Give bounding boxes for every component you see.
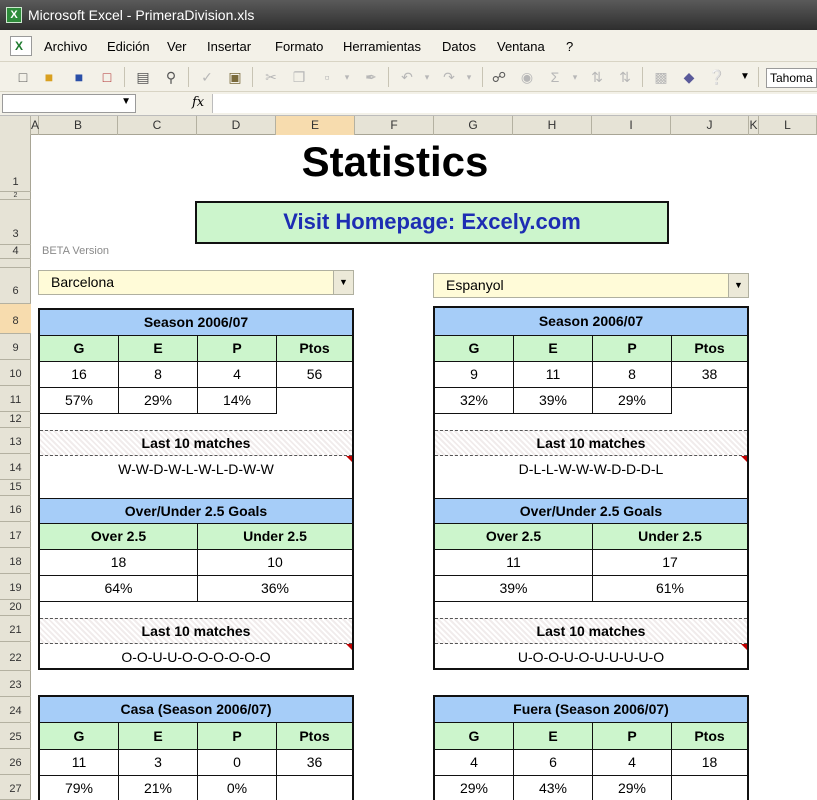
value-cell[interactable]: 8 (593, 362, 672, 387)
row-header[interactable]: 10 (0, 360, 31, 386)
formula-bar (0, 92, 817, 116)
percent-cell[interactable]: 29% (119, 388, 198, 414)
row-header[interactable]: 12 (0, 412, 31, 428)
sort-ascending-icon[interactable]: ⇅ (591, 69, 603, 85)
column-header-k[interactable]: K (749, 116, 759, 135)
col-header-under: Under 2.5 (638, 528, 702, 544)
percent-cell[interactable]: 64% (40, 576, 198, 601)
percent-cell[interactable]: 61% (655, 580, 685, 596)
last10-header: Last 10 matches (40, 618, 352, 644)
workbook-icon[interactable] (10, 36, 32, 56)
value-cell[interactable]: 3 (119, 750, 198, 775)
worksheet[interactable] (31, 135, 817, 800)
value-cell[interactable]: 6 (514, 750, 593, 775)
percent-cell[interactable]: 43% (514, 776, 593, 800)
sort-descending-icon[interactable]: ⇅ (619, 69, 631, 85)
row-header[interactable]: 8 (0, 304, 31, 334)
print-preview-icon[interactable]: ⚲ (165, 69, 177, 85)
font-name-box[interactable]: Tahoma (766, 68, 817, 88)
col-header-p: P (593, 336, 672, 361)
comment-indicator-icon[interactable] (346, 456, 352, 462)
chevron-down-icon[interactable]: ▼ (333, 271, 353, 294)
new-icon[interactable]: □ (18, 69, 28, 85)
row-header[interactable]: 11 (0, 386, 31, 412)
value-cell[interactable]: 8 (119, 362, 198, 387)
paste-dropdown-icon[interactable]: ▾ (344, 72, 350, 82)
row-header[interactable]: 19 (0, 574, 31, 600)
section-header: Fuera (Season 2006/07) (435, 697, 747, 723)
value-cell[interactable]: 18 (701, 754, 718, 770)
col-header-p: P (198, 336, 277, 361)
percent-cell[interactable]: 29% (593, 388, 672, 414)
last10-ou-results[interactable]: O-O-U-U-O-O-O-O-O-O (121, 649, 271, 665)
column-header-b[interactable]: B (39, 116, 118, 135)
permission-icon[interactable]: □ (102, 69, 112, 85)
print-icon[interactable]: ▤ (136, 69, 150, 85)
column-header-h[interactable]: H (513, 116, 592, 135)
column-header-f[interactable]: F (355, 116, 434, 135)
row-header[interactable]: 3 (0, 200, 31, 245)
row-header[interactable]: 27 (0, 775, 31, 800)
col-header-e: E (119, 723, 198, 749)
percent-cell[interactable]: 79% (40, 776, 119, 800)
percent-cell[interactable]: 0% (198, 776, 277, 800)
menu-edicion[interactable]: Edición (107, 39, 150, 54)
col-header-ptos: Ptos (694, 340, 725, 356)
col-header-g: G (435, 723, 514, 749)
last10-results[interactable]: W-W-D-W-L-W-L-D-W-W (118, 461, 274, 477)
menu-datos[interactable]: Datos (442, 39, 476, 54)
comment-indicator-icon[interactable] (346, 644, 352, 650)
team-left-select[interactable] (38, 270, 354, 295)
col-header-g: G (40, 336, 119, 361)
percent-cell[interactable]: 14% (198, 388, 277, 414)
sheet-title: Statistics (301, 138, 489, 185)
row-header[interactable]: 25 (0, 723, 31, 749)
select-all-corner[interactable] (0, 116, 31, 135)
menu-ventana[interactable]: Ventana (497, 39, 545, 54)
undo-dropdown-icon[interactable]: ▾ (424, 72, 430, 82)
team-right-value: Espanyol (446, 277, 504, 293)
spelling-icon[interactable]: ✓ (201, 69, 213, 85)
row-header[interactable]: 20 (0, 600, 31, 616)
hyperlink-icon[interactable]: ☍ (491, 69, 507, 85)
autosum-dropdown-icon[interactable]: ▾ (572, 72, 578, 82)
row-header[interactable]: 6 (0, 259, 31, 304)
col-header-over: Over 2.5 (40, 524, 198, 549)
value-cell[interactable]: 4 (593, 750, 672, 775)
paste-icon[interactable]: ▫ (324, 69, 330, 85)
col-header-ptos: Ptos (694, 728, 725, 744)
menu-ver[interactable]: Ver (167, 39, 187, 54)
col-header-p: P (198, 723, 277, 749)
format-painter-icon[interactable]: ✒ (365, 69, 377, 85)
percent-cell[interactable]: 36% (260, 580, 290, 596)
toolbar-options-icon[interactable]: ▼ (740, 71, 750, 82)
row-header[interactable]: 26 (0, 749, 31, 775)
last10-results[interactable]: D-L-L-W-W-W-D-D-D-L (518, 461, 664, 477)
team-left-value: Barcelona (51, 274, 115, 290)
menu-help[interactable]: ? (566, 39, 574, 54)
column-header-j[interactable]: J (671, 116, 749, 135)
value-cell[interactable]: 0 (198, 750, 277, 775)
beta-label: BETA Version (42, 245, 110, 257)
redo-dropdown-icon[interactable]: ▾ (466, 72, 472, 82)
open-icon[interactable]: ■ (44, 69, 54, 85)
value-cell[interactable]: 11 (40, 750, 119, 775)
team-right-select[interactable] (433, 273, 749, 298)
fx-icon[interactable]: fx (192, 95, 205, 110)
help-icon[interactable]: ❔ (708, 69, 726, 85)
section-header: Season 2006/07 (435, 308, 747, 336)
formula-input[interactable] (212, 94, 817, 113)
col-header-e: E (514, 336, 593, 361)
row-header[interactable]: 1 (0, 135, 31, 192)
row-header[interactable]: 13 (0, 428, 31, 454)
row-header[interactable]: 18 (0, 548, 31, 574)
chevron-down-icon[interactable]: ▼ (728, 274, 748, 297)
menu-bar (0, 30, 817, 62)
last10-header: Last 10 matches (435, 430, 747, 456)
comment-indicator-icon[interactable] (741, 456, 747, 462)
standard-toolbar (0, 62, 817, 92)
column-header-e[interactable]: E (276, 116, 355, 135)
name-box-dropdown-icon[interactable]: ▼ (121, 96, 131, 107)
col-header-e: E (119, 336, 198, 361)
column-header-i[interactable]: I (592, 116, 671, 135)
section-header: Over/Under 2.5 Goals (40, 498, 352, 524)
percent-cell[interactable]: 32% (435, 388, 514, 414)
col-header-e: E (514, 723, 593, 749)
research-icon[interactable]: ▣ (228, 69, 242, 85)
column-header-c[interactable]: C (118, 116, 197, 135)
column-header-g[interactable]: G (434, 116, 513, 135)
percent-cell[interactable]: 29% (593, 776, 672, 800)
row-header[interactable]: 21 (0, 616, 31, 642)
row-header[interactable]: 24 (0, 697, 31, 723)
menu-formato[interactable]: Formato (275, 39, 324, 54)
section-header: Casa (Season 2006/07) (40, 697, 352, 723)
column-header-a[interactable]: A (31, 116, 39, 135)
excel-icon: X (6, 7, 22, 23)
last10-header: Last 10 matches (40, 430, 352, 456)
section-header: Over/Under 2.5 Goals (435, 498, 747, 524)
last10-header: Last 10 matches (435, 618, 747, 644)
value-cell[interactable]: 9 (435, 362, 514, 387)
menu-archivo[interactable]: Archivo (44, 39, 88, 54)
percent-cell[interactable]: 21% (119, 776, 198, 800)
row-header[interactable]: 9 (0, 334, 31, 360)
section-header: Season 2006/07 (40, 310, 352, 336)
value-cell[interactable]: 4 (435, 750, 514, 775)
col-header-ptos: Ptos (299, 728, 330, 744)
right-season-panel (433, 306, 749, 670)
row-header[interactable]: 17 (0, 522, 31, 548)
col-header-under: Under 2.5 (243, 528, 307, 544)
percent-cell[interactable]: 39% (514, 388, 593, 414)
left-season-panel (38, 308, 354, 670)
row-header[interactable]: 16 (0, 496, 31, 522)
row-header[interactable]: 22 (0, 642, 31, 671)
autosum-icon[interactable]: Σ (550, 69, 560, 85)
row-header[interactable]: 23 (0, 671, 31, 697)
value-cell[interactable]: 11 (435, 550, 593, 575)
window-title: Microsoft Excel - PrimeraDivision.xls (28, 7, 255, 23)
col-header-over: Over 2.5 (435, 524, 593, 549)
value-cell[interactable]: 18 (40, 550, 198, 575)
comment-indicator-icon[interactable] (741, 644, 747, 650)
row-headers (0, 135, 31, 800)
value-cell[interactable]: 16 (40, 362, 119, 387)
cut-icon[interactable]: ✂ (265, 69, 277, 85)
value-cell[interactable]: 10 (267, 554, 283, 570)
menu-insertar[interactable]: Insertar (207, 39, 252, 54)
row-header[interactable]: 2 (0, 192, 31, 200)
value-cell[interactable]: 4 (198, 362, 277, 387)
value-cell[interactable]: 11 (514, 362, 593, 387)
homepage-link-button[interactable]: Visit Homepage: Excely.com (195, 201, 669, 244)
last10-ou-results[interactable]: U-O-O-U-O-U-U-U-U-O (517, 649, 665, 665)
redo-icon[interactable]: ↷ (443, 69, 455, 85)
column-header-l[interactable]: L (759, 116, 817, 135)
column-headers (0, 116, 817, 135)
value-cell[interactable]: 17 (662, 554, 678, 570)
right-away-panel (433, 695, 749, 800)
percent-cell[interactable]: 29% (435, 776, 514, 800)
drawing-icon[interactable]: ◆ (683, 69, 695, 85)
row-header[interactable]: 14 (0, 454, 31, 480)
menu-herramientas[interactable]: Herramientas (343, 39, 422, 54)
undo-icon[interactable]: ↶ (401, 69, 413, 85)
value-cell[interactable]: 38 (701, 366, 718, 382)
copy-icon[interactable]: ❐ (292, 69, 306, 85)
chart-icon[interactable]: ◉ (520, 69, 534, 85)
col-header-ptos: Ptos (299, 340, 330, 356)
left-home-panel (38, 695, 354, 800)
percent-cell[interactable]: 39% (435, 576, 593, 601)
percent-cell[interactable]: 57% (40, 388, 119, 414)
col-header-p: P (593, 723, 672, 749)
name-box[interactable] (2, 94, 136, 113)
col-header-g: G (40, 723, 119, 749)
row-header[interactable]: 4 (0, 245, 31, 259)
value-cell[interactable]: 56 (306, 366, 323, 382)
save-icon[interactable]: ■ (74, 69, 84, 85)
window-title-bar (0, 0, 817, 30)
column-header-d[interactable]: D (197, 116, 276, 135)
col-header-g: G (435, 336, 514, 361)
row-header[interactable]: 15 (0, 480, 31, 496)
value-cell[interactable]: 36 (306, 754, 323, 770)
chart-wizard-icon[interactable]: ▩ (654, 69, 668, 85)
